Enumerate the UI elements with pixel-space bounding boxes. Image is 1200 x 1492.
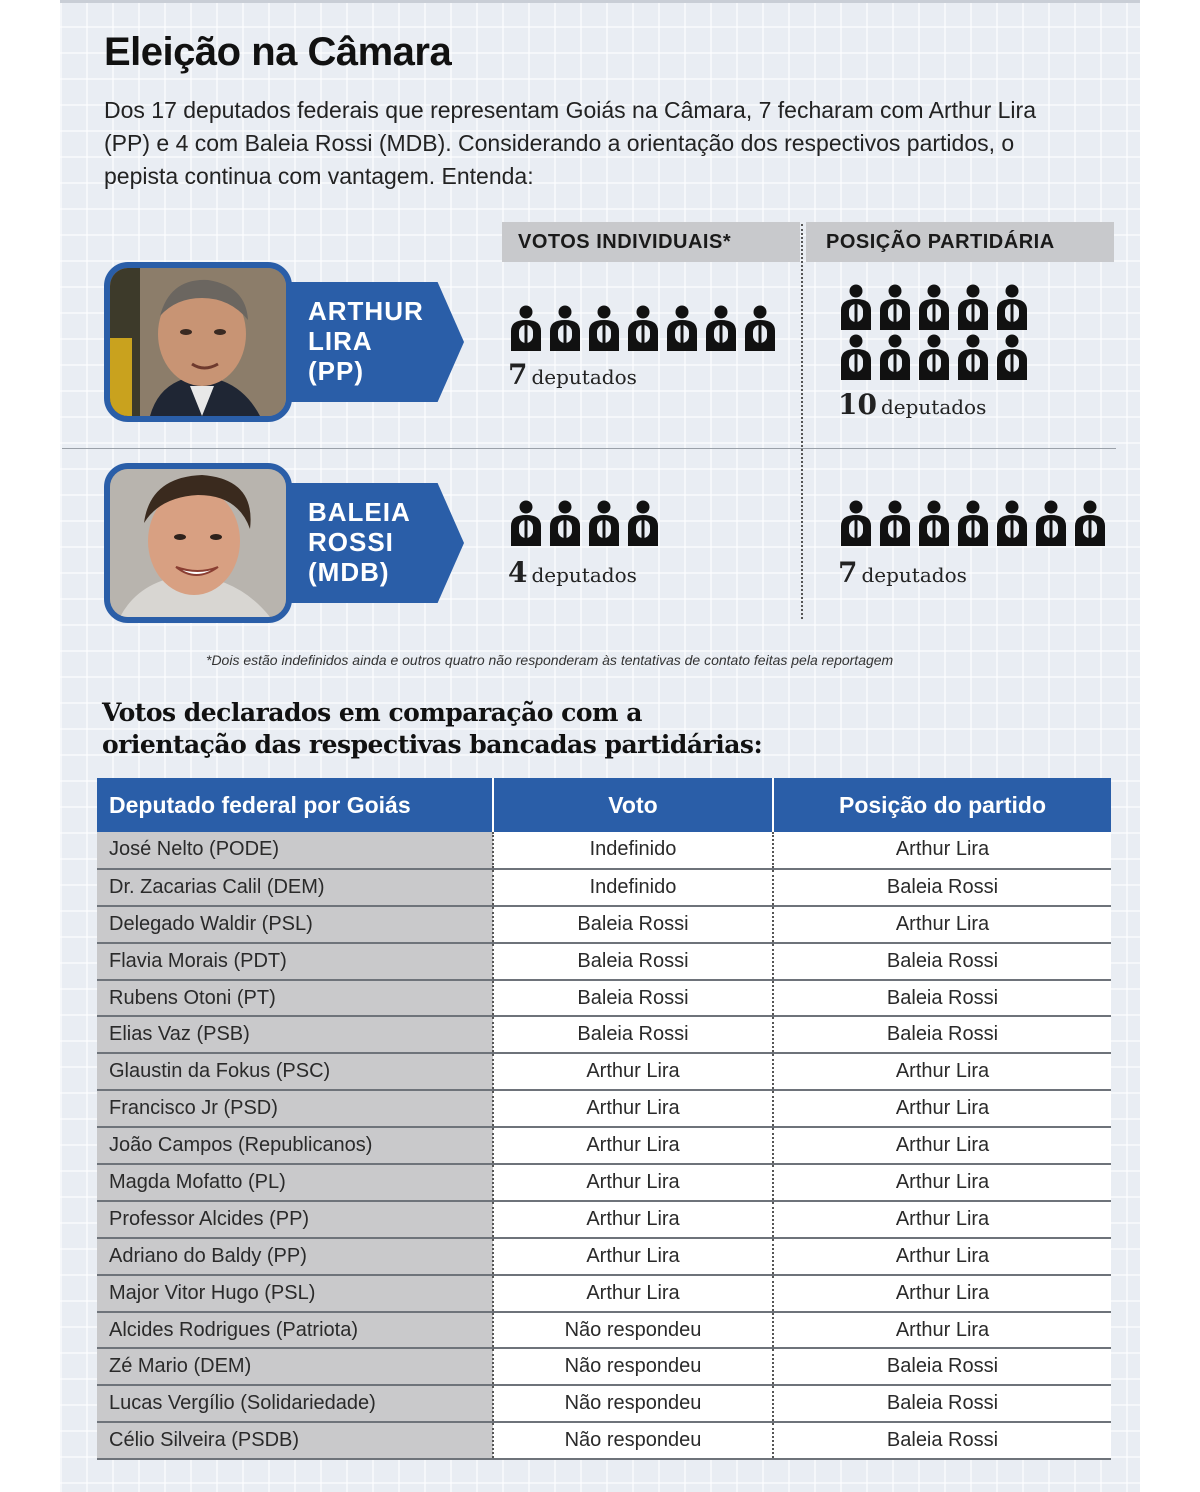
table-row	[97, 1090, 1111, 1127]
person-icon	[586, 500, 622, 546]
table-row	[97, 1016, 1111, 1053]
deputy-name-cell: Rubens Otoni (PT)	[97, 980, 493, 1017]
person-icon	[916, 500, 952, 546]
vote-cell: Não respondeu	[493, 1385, 773, 1422]
person-icon	[877, 500, 913, 546]
party-position-pictogram	[838, 334, 1030, 380]
vote-cell: Baleia Rossi	[493, 1016, 773, 1053]
party-position-count: 7 deputados	[838, 556, 967, 589]
deputy-name-cell: Lucas Vergílio (Solidariedade)	[97, 1385, 493, 1422]
vote-cell: Baleia Rossi	[493, 980, 773, 1017]
deputy-name-cell: João Campos (Republicanos)	[97, 1127, 493, 1164]
individual-votes-pictogram	[508, 500, 661, 546]
deputy-name-cell: Professor Alcides (PP)	[97, 1201, 493, 1238]
vote-cell: Baleia Rossi	[493, 906, 773, 943]
table-row	[97, 1422, 1111, 1459]
vote-cell: Arthur Lira	[493, 1201, 773, 1238]
deputy-name-cell: José Nelto (PODE)	[97, 832, 493, 869]
table-row	[97, 943, 1111, 980]
table-row	[97, 1127, 1111, 1164]
vote-cell: Arthur Lira	[493, 1127, 773, 1164]
deputy-name-cell: Alcides Rodrigues (Patriota)	[97, 1312, 493, 1349]
vote-cell: Arthur Lira	[493, 1090, 773, 1127]
deputy-name-cell: Magda Mofatto (PL)	[97, 1164, 493, 1201]
person-icon	[664, 305, 700, 351]
vote-cell: Não respondeu	[493, 1348, 773, 1385]
vote-cell: Arthur Lira	[493, 1238, 773, 1275]
vote-cell: Baleia Rossi	[493, 943, 773, 980]
party-position-cell: Arthur Lira	[773, 1164, 1111, 1201]
candidate-card-lira	[104, 262, 464, 422]
intro-paragraph: Dos 17 deputados federais que representam Goiás na Câmara, 7 fecharam com Arthur Lira (PP) e 4 com Baleia Rossi (MDB). Considerando a orientação dos respectivos partidos, o pepista continua com vantagem. Entenda:	[104, 97, 1036, 189]
person-icon	[955, 334, 991, 380]
individual-votes-count: 4 deputados	[508, 556, 637, 589]
party-position-cell: Arthur Lira	[773, 1053, 1111, 1090]
person-icon	[916, 284, 952, 330]
person-icon	[586, 305, 622, 351]
deputy-name-cell: Major Vitor Hugo (PSL)	[97, 1275, 493, 1312]
party-position-cell: Baleia Rossi	[773, 943, 1111, 980]
deputy-name-cell: Adriano do Baldy (PP)	[97, 1238, 493, 1275]
person-icon	[547, 305, 583, 351]
person-icon	[1033, 500, 1069, 546]
person-icon	[1072, 500, 1108, 546]
vote-cell: Não respondeu	[493, 1312, 773, 1349]
deputy-name-cell: Zé Mario (DEM)	[97, 1348, 493, 1385]
person-icon	[625, 305, 661, 351]
person-icon	[994, 500, 1030, 546]
party-position-cell: Arthur Lira	[773, 906, 1111, 943]
party-position-cell: Baleia Rossi	[773, 1422, 1111, 1459]
table-row	[97, 906, 1111, 943]
votes-table	[97, 778, 1111, 1460]
table-header-row	[97, 778, 1111, 832]
person-icon	[742, 305, 778, 351]
person-icon	[955, 284, 991, 330]
person-icon	[916, 334, 952, 380]
person-icon	[508, 500, 544, 546]
person-icon	[877, 334, 913, 380]
party-position-cell: Baleia Rossi	[773, 1016, 1111, 1053]
party-position-cell: Arthur Lira	[773, 832, 1111, 869]
table-row	[97, 1275, 1111, 1312]
vote-cell: Arthur Lira	[493, 1053, 773, 1090]
party-position-cell: Arthur Lira	[773, 1201, 1111, 1238]
deputy-name-cell: Célio Silveira (PSDB)	[97, 1422, 493, 1459]
table-row	[97, 1348, 1111, 1385]
deputy-name-cell: Dr. Zacarias Calil (DEM)	[97, 869, 493, 906]
person-icon	[703, 305, 739, 351]
column-header-party: POSIÇÃO PARTIDÁRIA	[806, 222, 1114, 262]
individual-votes-count: 7 deputados	[508, 358, 637, 391]
row-divider	[62, 448, 1116, 449]
header-vote: Voto	[493, 778, 773, 832]
deputy-name-cell: Delegado Waldir (PSL)	[97, 906, 493, 943]
person-icon	[994, 284, 1030, 330]
person-icon	[955, 500, 991, 546]
deputy-name-cell: Flavia Morais (PDT)	[97, 943, 493, 980]
party-position-cell: Arthur Lira	[773, 1127, 1111, 1164]
top-rule	[60, 0, 1140, 3]
footnote: *Dois estão indefinidos ainda e outros quatro não responderam às tentativas de contato feitas pela reportagem	[206, 652, 894, 668]
person-icon	[838, 284, 874, 330]
party-position-cell: Arthur Lira	[773, 1238, 1111, 1275]
table-row	[97, 1385, 1111, 1422]
page-title: Eleição na Câmara	[104, 30, 452, 74]
vote-cell: Indefinido	[493, 832, 773, 869]
candidate-name: BALEIA ROSSI (MDB)	[308, 497, 411, 587]
person-icon	[508, 305, 544, 351]
party-position-cell: Arthur Lira	[773, 1275, 1111, 1312]
party-position-cell: Baleia Rossi	[773, 1348, 1111, 1385]
vote-cell: Arthur Lira	[493, 1164, 773, 1201]
party-position-pictogram	[838, 500, 1108, 546]
deputy-name-cell: Elias Vaz (PSB)	[97, 1016, 493, 1053]
candidate-card-rossi	[104, 463, 464, 623]
party-position-cell: Baleia Rossi	[773, 1385, 1111, 1422]
party-position-cell: Baleia Rossi	[773, 980, 1111, 1017]
party-position-cell: Arthur Lira	[773, 1312, 1111, 1349]
party-position-cell: Baleia Rossi	[773, 869, 1111, 906]
table-row	[97, 1201, 1111, 1238]
party-position-count: 10 deputados	[838, 388, 987, 421]
portrait-photo	[104, 262, 292, 422]
individual-votes-pictogram	[508, 305, 778, 351]
candidate-name: ARTHUR LIRA (PP)	[308, 296, 424, 386]
portrait-photo	[104, 463, 292, 623]
table-row	[97, 832, 1111, 869]
party-position-pictogram	[838, 284, 1030, 330]
column-header-individual: VOTOS INDIVIDUAIS*	[502, 222, 800, 262]
person-icon	[994, 334, 1030, 380]
column-divider	[801, 224, 803, 619]
person-icon	[625, 500, 661, 546]
person-icon	[838, 334, 874, 380]
party-position-cell: Arthur Lira	[773, 1090, 1111, 1127]
deputy-name-cell: Francisco Jr (PSD)	[97, 1090, 493, 1127]
table-row	[97, 1312, 1111, 1349]
person-icon	[877, 284, 913, 330]
person-icon	[838, 500, 874, 546]
table-title: Votos declarados em comparação com a orientação das respectivas bancadas partidárias:	[102, 698, 763, 759]
table-row	[97, 980, 1111, 1017]
person-icon	[547, 500, 583, 546]
vote-cell: Indefinido	[493, 869, 773, 906]
table-row	[97, 869, 1111, 906]
vote-cell: Não respondeu	[493, 1422, 773, 1459]
table-row	[97, 1164, 1111, 1201]
header-party-position: Posição do partido	[773, 778, 1111, 832]
table-row	[97, 1053, 1111, 1090]
header-deputy: Deputado federal por Goiás	[97, 778, 493, 832]
table-row	[97, 1238, 1111, 1275]
vote-cell: Arthur Lira	[493, 1275, 773, 1312]
deputy-name-cell: Glaustin da Fokus (PSC)	[97, 1053, 493, 1090]
